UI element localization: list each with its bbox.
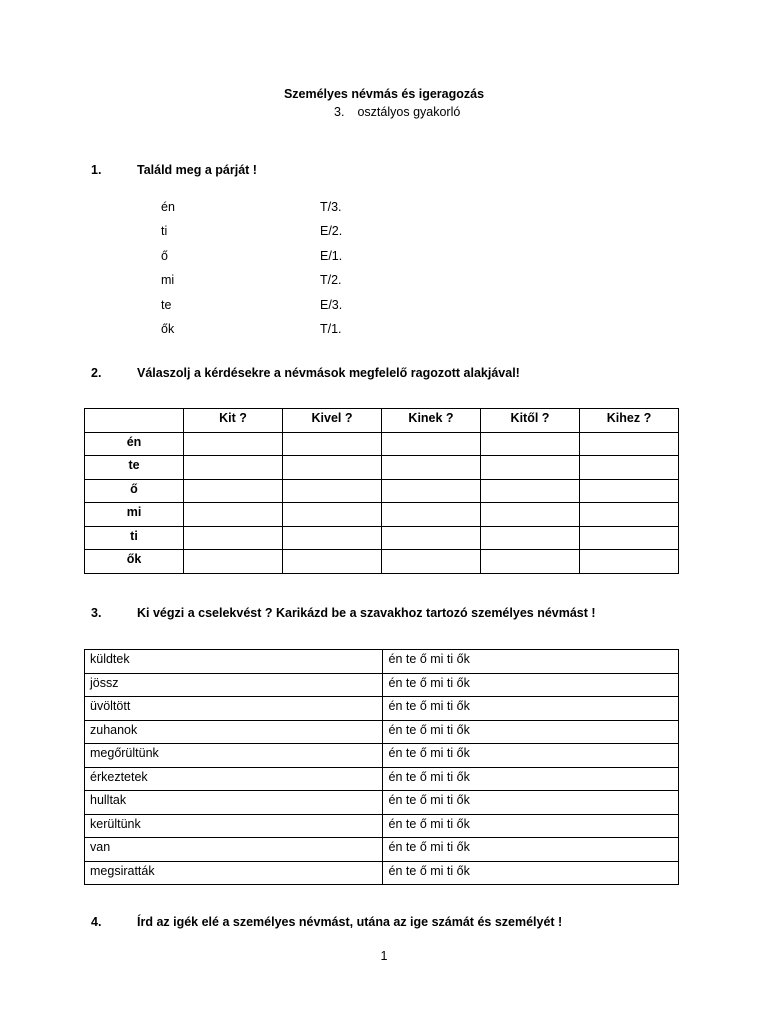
pronoun-options[interactable]: én te ő mi ti ők xyxy=(382,791,678,815)
question-1-text: Találd meg a párját ! xyxy=(137,163,257,177)
answer-cell[interactable] xyxy=(184,432,283,456)
row-label: te xyxy=(85,456,184,480)
pronoun-options[interactable]: én te ő mi ti ők xyxy=(382,673,678,697)
table-header-cell: Kinek ? xyxy=(382,409,481,433)
answer-cell[interactable] xyxy=(382,432,481,456)
pair-right: T/2. xyxy=(320,273,342,287)
table-header-cell: Kitől ? xyxy=(481,409,580,433)
table-row xyxy=(85,526,679,550)
answer-cell[interactable] xyxy=(580,503,679,527)
pronoun-options[interactable]: én te ő mi ti ők xyxy=(382,744,678,768)
pair-right: T/3. xyxy=(320,200,342,214)
row-label: én xyxy=(85,432,184,456)
table-row xyxy=(85,432,679,456)
pair-left: te xyxy=(161,298,172,312)
table-row xyxy=(85,550,679,574)
pair-left: ők xyxy=(161,322,175,336)
pronoun-options[interactable]: én te ő mi ti ők xyxy=(382,767,678,791)
table-row xyxy=(85,720,679,744)
table-row xyxy=(85,673,679,697)
pair-left: ti xyxy=(161,224,168,238)
pair-left: mi xyxy=(161,273,175,287)
question-1-number: 1. xyxy=(91,163,102,177)
answer-cell[interactable] xyxy=(184,526,283,550)
answer-cell[interactable] xyxy=(283,526,382,550)
table-header-cell xyxy=(85,409,184,433)
answer-cell[interactable] xyxy=(382,503,481,527)
answer-cell[interactable] xyxy=(283,479,382,503)
verb-cell: küldtek xyxy=(85,650,383,674)
pronoun-options[interactable]: én te ő mi ti ők xyxy=(382,697,678,721)
question-3-number: 3. xyxy=(91,606,102,620)
answer-cell[interactable] xyxy=(382,550,481,574)
answer-cell[interactable] xyxy=(184,503,283,527)
question-2-number: 2. xyxy=(91,366,102,380)
table-row xyxy=(85,814,679,838)
answer-cell[interactable] xyxy=(481,479,580,503)
table-row xyxy=(85,744,679,768)
table-row xyxy=(85,650,679,674)
question-4-text: Írd az igék elé a személyes névmást, utána az ige számát és személyét ! xyxy=(137,915,563,929)
row-label: ők xyxy=(85,550,184,574)
subtitle-number: 3. xyxy=(334,105,345,119)
table-row xyxy=(85,791,679,815)
table-row xyxy=(85,767,679,791)
declension-table xyxy=(84,408,679,574)
answer-cell[interactable] xyxy=(481,503,580,527)
answer-cell[interactable] xyxy=(184,550,283,574)
table-row xyxy=(85,861,679,885)
table-header-cell: Kihez ? xyxy=(580,409,679,433)
question-4-number: 4. xyxy=(91,915,102,929)
answer-cell[interactable] xyxy=(481,526,580,550)
pronoun-options[interactable]: én te ő mi ti ők xyxy=(382,861,678,885)
verb-pronoun-table xyxy=(84,649,679,885)
table-header-row xyxy=(85,409,679,433)
table-row xyxy=(85,838,679,862)
question-2-text: Válaszolj a kérdésekre a névmások megfelelő ragozott alakjával! xyxy=(137,366,520,380)
answer-cell[interactable] xyxy=(580,526,679,550)
table-header-cell: Kivel ? xyxy=(283,409,382,433)
answer-cell[interactable] xyxy=(283,456,382,480)
verb-cell: megsiratták xyxy=(85,861,383,885)
verb-cell: jössz xyxy=(85,673,383,697)
pronoun-options[interactable]: én te ő mi ti ők xyxy=(382,720,678,744)
pronoun-options[interactable]: én te ő mi ti ők xyxy=(382,838,678,862)
table-row xyxy=(85,479,679,503)
verb-cell: megőrültünk xyxy=(85,744,383,768)
pair-right: E/1. xyxy=(320,249,343,263)
answer-cell[interactable] xyxy=(382,456,481,480)
answer-cell[interactable] xyxy=(580,479,679,503)
answer-cell[interactable] xyxy=(283,550,382,574)
page-number: 1 xyxy=(380,949,388,963)
table-header-cell: Kit ? xyxy=(184,409,283,433)
verb-cell: hulltak xyxy=(85,791,383,815)
answer-cell[interactable] xyxy=(283,503,382,527)
pair-left: ő xyxy=(161,249,168,263)
answer-cell[interactable] xyxy=(580,456,679,480)
answer-cell[interactable] xyxy=(580,550,679,574)
verb-cell: üvöltött xyxy=(85,697,383,721)
row-label: mi xyxy=(85,503,184,527)
table-row xyxy=(85,503,679,527)
answer-cell[interactable] xyxy=(580,432,679,456)
pair-right: E/2. xyxy=(320,224,343,238)
answer-cell[interactable] xyxy=(481,456,580,480)
table-row xyxy=(85,697,679,721)
answer-cell[interactable] xyxy=(481,432,580,456)
question-3-text: Ki végzi a cselekvést ? Karikázd be a szavakhoz tartozó személyes névmást ! xyxy=(137,606,596,620)
answer-cell[interactable] xyxy=(184,456,283,480)
verb-cell: érkeztetek xyxy=(85,767,383,791)
verb-cell: zuhanok xyxy=(85,720,383,744)
page-subtitle xyxy=(334,105,460,119)
answer-cell[interactable] xyxy=(283,432,382,456)
row-label: ti xyxy=(85,526,184,550)
pronoun-options[interactable]: én te ő mi ti ők xyxy=(382,650,678,674)
answer-cell[interactable] xyxy=(382,526,481,550)
pair-left: én xyxy=(161,200,175,214)
pair-right: T/1. xyxy=(320,322,342,336)
pair-right: E/3. xyxy=(320,298,343,312)
answer-cell[interactable] xyxy=(382,479,481,503)
answer-cell[interactable] xyxy=(481,550,580,574)
table-row xyxy=(85,456,679,480)
row-label: ő xyxy=(85,479,184,503)
pronoun-options[interactable]: én te ő mi ti ők xyxy=(382,814,678,838)
answer-cell[interactable] xyxy=(184,479,283,503)
page-title: Személyes névmás és igeragozás xyxy=(283,87,485,101)
verb-cell: kerültünk xyxy=(85,814,383,838)
subtitle-text: osztályos gyakorló xyxy=(357,105,461,119)
verb-cell: van xyxy=(85,838,383,862)
